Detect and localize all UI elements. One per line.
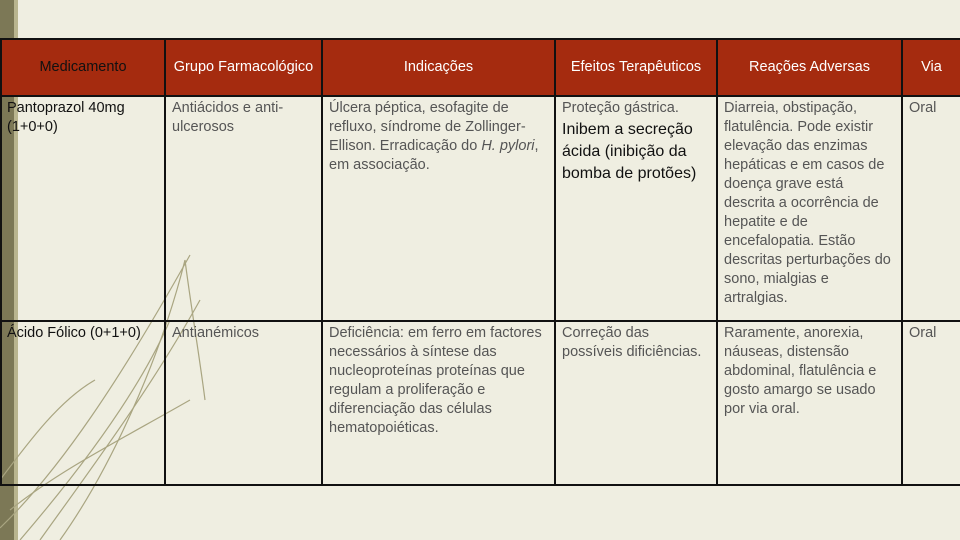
cell-grupo: Antiácidos e anti-ulcerosos <box>165 96 322 321</box>
header-efeitos-terapeuticos: Efeitos Terapêuticos <box>555 39 717 96</box>
efeitos-text: Proteção gástrica. <box>562 100 679 116</box>
table-row <box>1 321 960 485</box>
medication-table <box>0 38 960 486</box>
cell-via: Oral <box>902 96 960 321</box>
cell-medicamento: Pantoprazol 40mg (1+0+0) <box>1 96 165 321</box>
cell-reacoes: Diarreia, obstipação, flatulência. Pode existir elevação das enzimas hepáticas e em casos de doença grave está descrita a ocorrência de hepatite e de encefalopatia. Estão descritas perturbações do sono, mialgias e artralgias. <box>717 96 902 321</box>
cell-medicamento: Ácido Fólico (0+1+0) <box>1 321 165 485</box>
cell-grupo: Antianémicos <box>165 321 322 485</box>
cell-efeitos <box>555 96 717 321</box>
cell-reacoes: Raramente, anorexia, náuseas, distensão abdominal, flatulência e gosto amargo se usado por via oral. <box>717 321 902 485</box>
cell-efeitos: Correção das possíveis dificiências. <box>555 321 717 485</box>
efeitos-extra-text: Inibem a secreção ácida (inibição da bomba de protões) <box>562 121 697 182</box>
indicacoes-text-end: , em associação. <box>329 138 539 173</box>
indicacoes-italic: H. pylori <box>481 138 535 154</box>
table-header-row <box>1 39 960 96</box>
cell-indicacoes <box>322 96 555 321</box>
header-medicamento: Medicamento <box>1 39 165 96</box>
header-grupo-farmacologico: Grupo Farmacológico <box>165 39 322 96</box>
cell-indicacoes: Deficiência: em ferro em factores necessários à síntese das nucleoproteínas proteínas que regulam a proliferação e diferenciação das células hematopoiéticas. <box>322 321 555 485</box>
cell-via: Oral <box>902 321 960 485</box>
table-row <box>1 96 960 321</box>
indicacoes-text: Úlcera péptica, esofagite de refluxo, síndrome de Zollinger-Ellison. Erradicação do <box>329 100 526 154</box>
header-indicacoes: Indicações <box>322 39 555 96</box>
header-via: Via <box>902 39 960 96</box>
header-reacoes-adversas: Reações Adversas <box>717 39 902 96</box>
